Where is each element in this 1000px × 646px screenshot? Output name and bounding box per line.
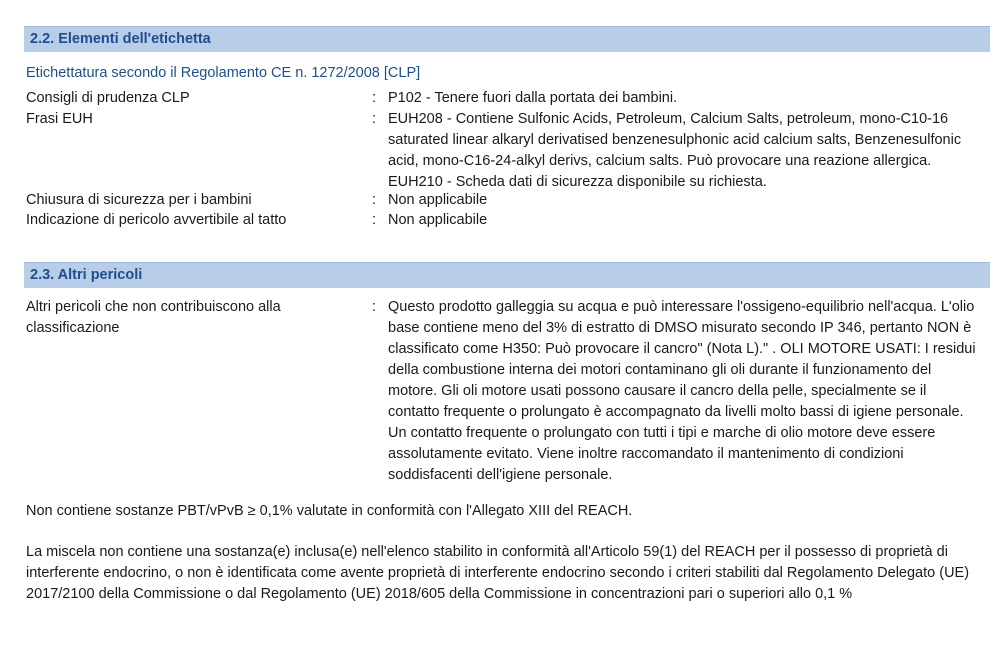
row-tactile-warning [26,210,986,231]
row-label: Frasi EUH [26,111,93,127]
row-euh-phrases [26,109,986,193]
value-line: Questo prodotto galleggia su acqua e può interessare l'ossigeno-equilibrio nell'acqua. L'olio base contiene meno del 3% di estratto di DMSO misurato secondo IP 346, pertanto NON è classificato come H350: Può provocare il cancro" (Nota L)." . OLI MOTORE USATI: I residui della combustione interna dei motori contaminano gli oli durante il funzionamento del motore. Gli oli motore usati possono causare il cancro della pelle, specialmente se il contatto frequente o prolungato è accompagnato da livelli molto bassi di igiene personale. Un contatto frequente o prolungato con tutti i tipi e marche di olio motore deve essere assolutamente evitato. Viene inoltre raccomandato il mantenimento di condizioni soddisfacenti dell'igiene personale. [388,299,976,483]
row-other-hazards [26,297,986,487]
value-line: P102 - Tenere fuori dalla portata dei bambini. [388,90,678,106]
section-header-2-2 [24,26,990,52]
row-colon: : [372,90,377,106]
section-title: 2.3. Altri pericoli [30,267,143,283]
row-colon: : [372,212,377,228]
row-value [388,190,978,211]
value-line: EUH208 - Contiene Sulfonic Acids, Petroleum, Calcium Salts, petroleum, mono-C10-16 saturated linear alkaryl derivatised benzenesulphonic acid calcium salts, Benzenesulfonic acid, mono-C16-24-alkyl derivs, calcium salts. Può provocare una reazione allergica. [388,111,962,169]
row-label: Altri pericoli che non contribuiscono alla classificazione [26,299,281,336]
section-header-2-3 [24,262,990,288]
endocrine-disruptor-statement: La miscela non contiene una sostanza(e) inclusa(e) nell'elenco stabilito in conformità all'Articolo 59(1) del REACH per il possesso di proprietà di interferente endocrino, o non è identificata come avente proprietà di interferente endocrino secondo i criteri stabiliti dal Regolamento Delegato (UE) 2017/2100 della Commissione o dal Regolamento (UE) 2018/605 della Commissione in concentrazioni pari o superiori allo 0,1 % [26,544,970,602]
row-colon: : [372,192,377,208]
value-line: Non applicabile [388,192,488,208]
row-value [388,297,978,486]
value-line: EUH210 - Scheda dati di sicurezza disponibile su richiesta. [388,174,767,190]
row-precautionary-statements [26,88,986,109]
row-child-resistant-closure [26,190,986,211]
row-label: Consigli di prudenza CLP [26,90,190,106]
clp-labelling-subtitle: Etichettatura secondo il Regolamento CE n. 1272/2008 [CLP] [26,65,421,81]
value-line: Non applicabile [388,212,488,228]
section-title: 2.2. Elementi dell'etichetta [30,31,211,47]
row-value [388,109,978,193]
row-label: Chiusura di sicurezza per i bambini [26,192,252,208]
row-label: Indicazione di pericolo avvertibile al tatto [26,212,287,228]
row-value [388,88,978,109]
pbt-vpvb-statement: Non contiene sostanze PBT/vPvB ≥ 0,1% valutate in conformità con l'Allegato XIII del REACH. [26,503,633,519]
row-value [388,210,978,231]
row-colon: : [372,111,377,127]
row-colon: : [372,299,377,315]
